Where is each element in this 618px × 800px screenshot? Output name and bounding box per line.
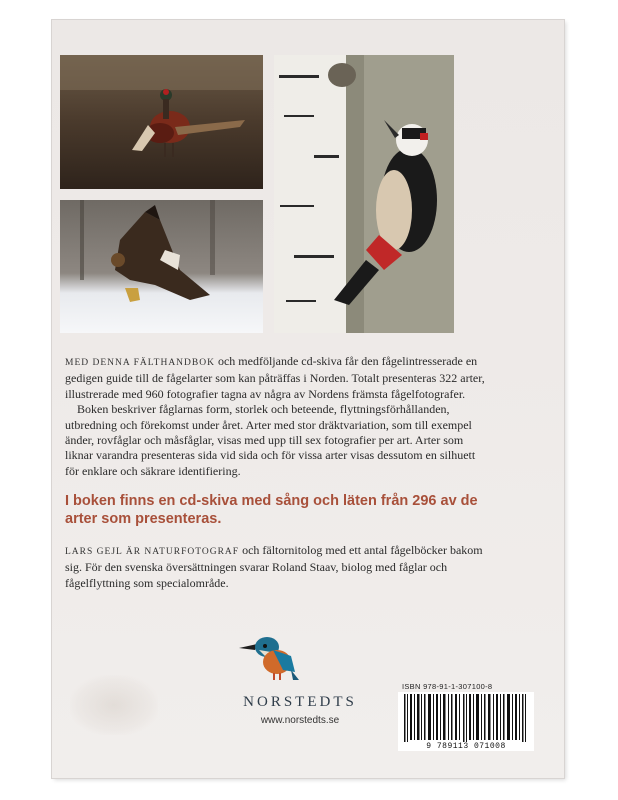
- author-lead: LARS GEJL ÄR NATURFOTOGRAF: [65, 547, 240, 557]
- author-text: och fältornitolog med ett antal fågelböcker bakom sig. För den svenska översättningen svarar Roland Staav, biolog med fåglar och fågelflyttning som specialområde.: [65, 543, 483, 590]
- barcode-digits: 9 789113 071008: [398, 742, 534, 751]
- isbn-label: ISBN 978-91-1-307100-8: [402, 682, 493, 691]
- intro-lead: MED DENNA FÄLTHANDBOK: [65, 358, 215, 368]
- intro-text: och medföljande cd-skiva får den fågelintresserade en gedigen guide till de fågelarter som kan påträffas i Norden. Totalt presenteras 322 arter, illustrerade med 960 fotografier tagna av några av Nordens främsta fågelfotografer.: [65, 354, 485, 401]
- barcode: [398, 692, 534, 746]
- publisher-name: NORSTEDTS: [243, 694, 357, 710]
- author-bio: [65, 543, 495, 591]
- description-paragraph: Boken beskriver fåglarnas form, storlek och beteende, flyttningsförhållanden, utbredning och förekomst under året. Arter med stor dräktvariation, som till exempel änder, rovfåglar och måsfåglar, visas med upp till sex fotografier per art. Arter som liknar varandra presenteras sida vid sida och för vissa arter visas dessutom en silhuett för enklare och säkrare identifiering.: [65, 402, 476, 478]
- kingfisher-icon: [235, 620, 301, 682]
- publisher-website: www.norstedts.se: [260, 715, 340, 726]
- woodpecker-photo: [274, 55, 454, 333]
- eagle-photo: [60, 200, 263, 333]
- cover-smudge: [70, 675, 158, 735]
- pheasant-photo: [60, 55, 263, 189]
- description-text: [65, 354, 485, 479]
- cd-highlight: I boken finns en cd-skiva med sång och läten från 296 av de arter som presenteras.: [65, 493, 478, 527]
